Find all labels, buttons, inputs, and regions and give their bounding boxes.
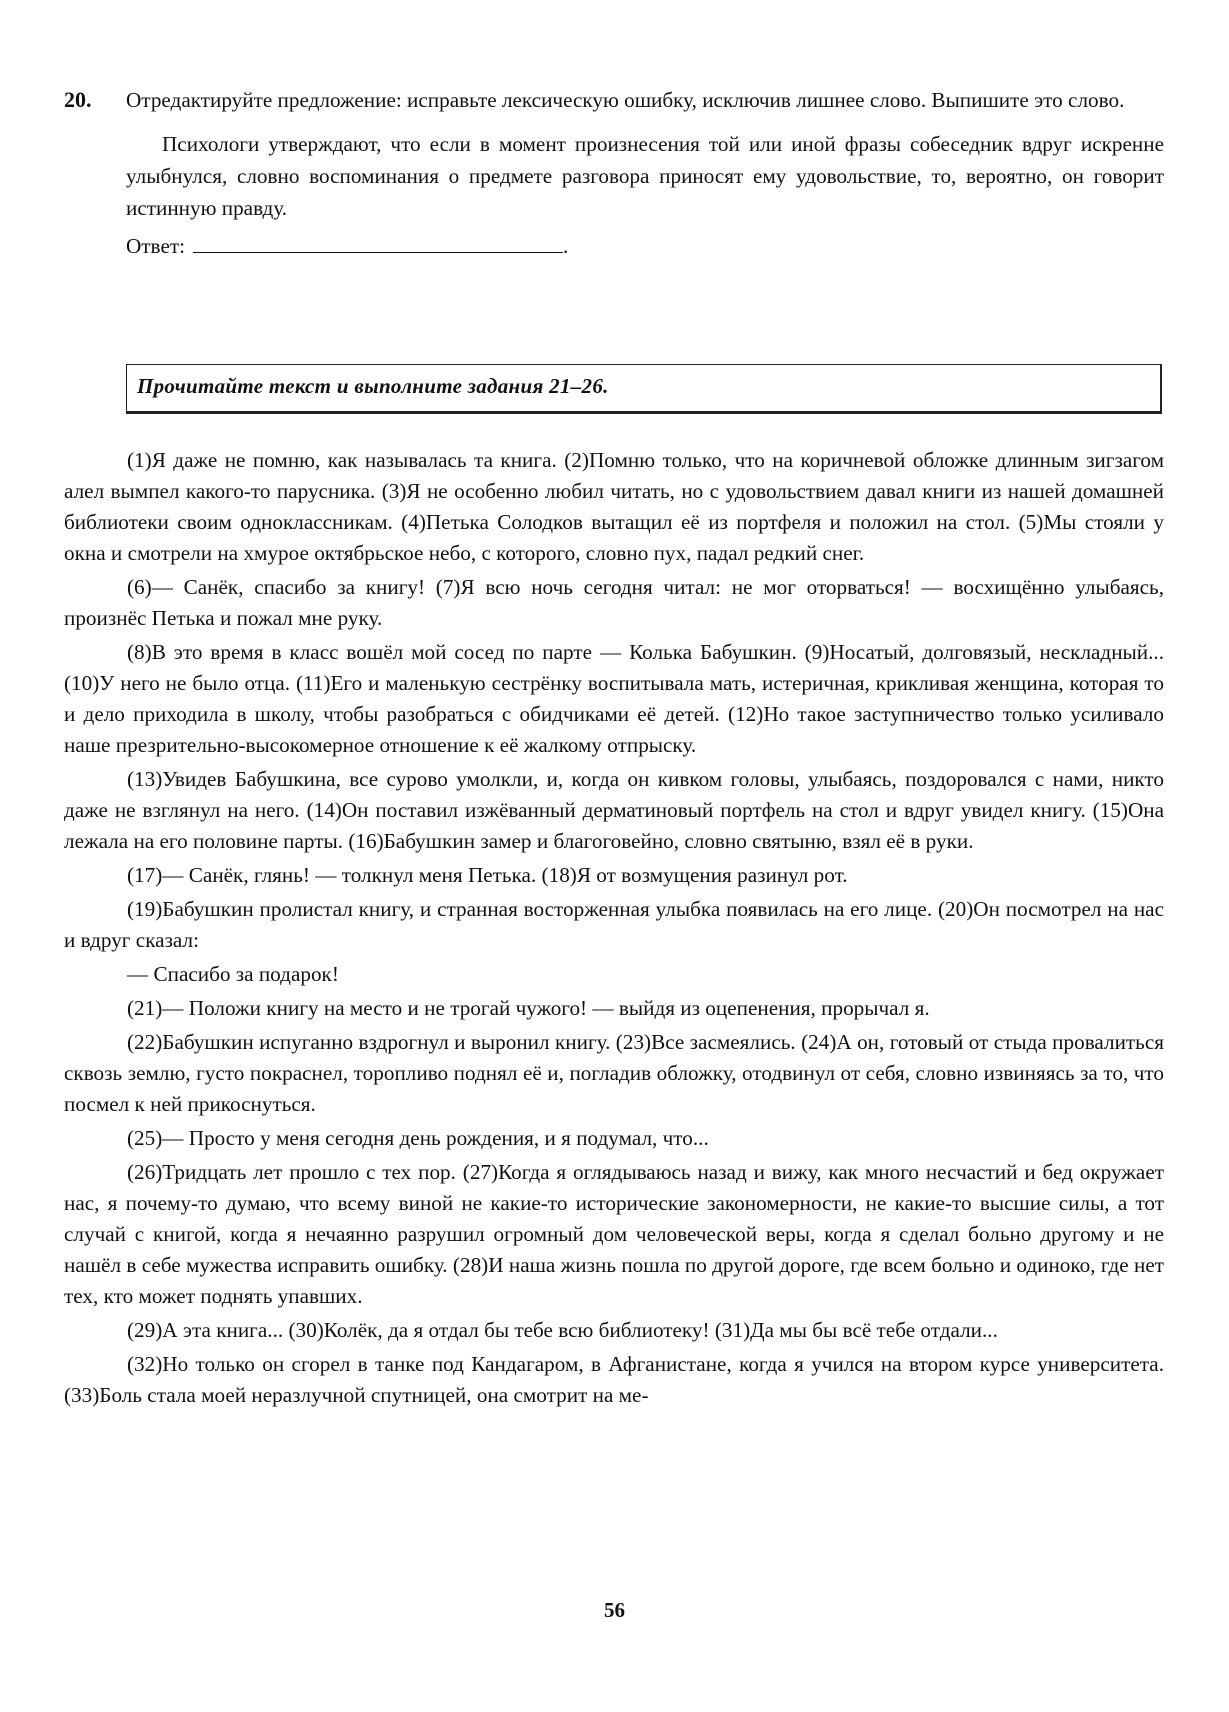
instruction-box: Прочитайте текст и выполните задания 21–26.	[126, 364, 1162, 414]
task-instruction: Отредактируйте предложение: исправьте лексическую ошибку, исключив лишнее слово. Выпишите это слово.	[126, 88, 1125, 112]
answer-label: Ответ:	[126, 234, 185, 258]
text-paragraph: (1)Я даже не помню, как называлась та книга. (2)Помню только, что на коричневой обложке длинным зигзагом алел вымпел какого-то парусника. (3)Я не особенно любил читать, но с удовольствием давал книги из нашей домашней библиотеки своим одноклассникам. (4)Петька Солодков вытащил её из портфеля и положил на стол. (5)Мы стояли у окна и смотрели на хмурое октябрьское небо, с которого, словно пух, падал редкий снег.	[64, 448, 1164, 565]
answer-field[interactable]	[193, 230, 563, 253]
text-paragraph: (22)Бабушкин испуганно вздрогнул и выронил книгу. (23)Все засмеялись. (24)А он, готовый от стыда провалиться сквозь землю, густо покраснел, торопливо поднял её и, погладив обложку, отодвинул от себя, словно извиняясь за то, что посмел к ней прикоснуться.	[64, 1030, 1164, 1116]
task-sentence: Психологи утверждают, что если в момент произнесения той или иной фразы собеседник вдруг искренне улыбнулся, словно воспоминания о предмете разговора приносят ему удовольствие, то, вероятно, он говорит истинную правду.	[126, 132, 1164, 220]
text-paragraph: (32)Но только он сгорел в танке под Кандагаром, в Афганистане, когда я учился на втором курсе университета. (33)Боль стала моей неразлучной спутницей, она смотрит на ме-	[64, 1352, 1164, 1407]
text-paragraph: — Спасибо за подарок!	[127, 962, 339, 986]
task-header	[64, 84, 1164, 116]
text-paragraph: (19)Бабушкин пролистал книгу, и странная восторженная улыбка появилась на его лице. (20)Он посмотрел на нас и вдруг сказал:	[64, 897, 1164, 952]
text-paragraph: (13)Увидев Бабушкина, все сурово умолкли, и, когда он кивком головы, улыбаясь, поздоровался с нами, никто даже не взглянул на него. (14)Он поставил изжёванный дерматиновый портфель на стол и вдруг увидел книгу. (15)Она лежала на его половине парты. (16)Бабушкин замер и благоговейно, словно святыню, взял её в руки.	[64, 767, 1164, 853]
reading-text	[64, 445, 1164, 1414]
text-paragraph: (6)— Санёк, спасибо за книгу! (7)Я всю ночь сегодня читал: не мог оторваться! — восхищённо улыбаясь, произнёс Петька и пожал мне руку.	[64, 575, 1164, 630]
text-paragraph: (26)Тридцать лет прошло с тех пор. (27)Когда я оглядываюсь назад и вижу, как много несчастий и бед окружает нас, я почему-то думаю, что всему виной не какие-то исторические закономерности, не какие-то высшие силы, а тот случай с книгой, когда я нечаянно разрушил огромный дом человеческой веры, когда я сделал больно другому и не нашёл в себе мужества исправить ошибку. (28)И наша жизнь пошла по другой дороге, где всем больно и одиноко, где нет тех, кто может поднять упавших.	[64, 1160, 1164, 1308]
answer-end: .	[563, 234, 569, 258]
text-paragraph: (8)В это время в класс вошёл мой сосед по парте — Колька Бабушкин. (9)Носатый, долговязый, нескладный... (10)У него не было отца. (11)Его и маленькую сестрёнку воспитывала мать, истеричная, крикливая женщина, которая то и дело приходила в школу, чтобы разобраться с обидчиками её детей. (12)Но такое заступничество только усиливало наше презрительно-высокомерное отношение к её жалкому отпрыску.	[64, 640, 1164, 757]
page-number: 56	[604, 1598, 625, 1622]
task-20	[64, 84, 1164, 262]
text-paragraph: (29)А эта книга... (30)Колёк, да я отдал бы тебе всю библиотеку! (31)Да мы бы всё тебе отдали...	[127, 1318, 998, 1342]
task-number: 20.	[64, 87, 92, 112]
answer-row	[64, 230, 1164, 262]
text-paragraph: (25)— Просто у меня сегодня день рождения, и я подумал, что...	[127, 1126, 709, 1150]
text-paragraph: (17)— Санёк, глянь! — толкнул меня Петька. (18)Я от возмущения разинул рот.	[127, 863, 848, 887]
text-paragraph: (21)— Положи книгу на место и не трогай чужого! — выйдя из оцепенения, прорычал я.	[127, 996, 930, 1020]
